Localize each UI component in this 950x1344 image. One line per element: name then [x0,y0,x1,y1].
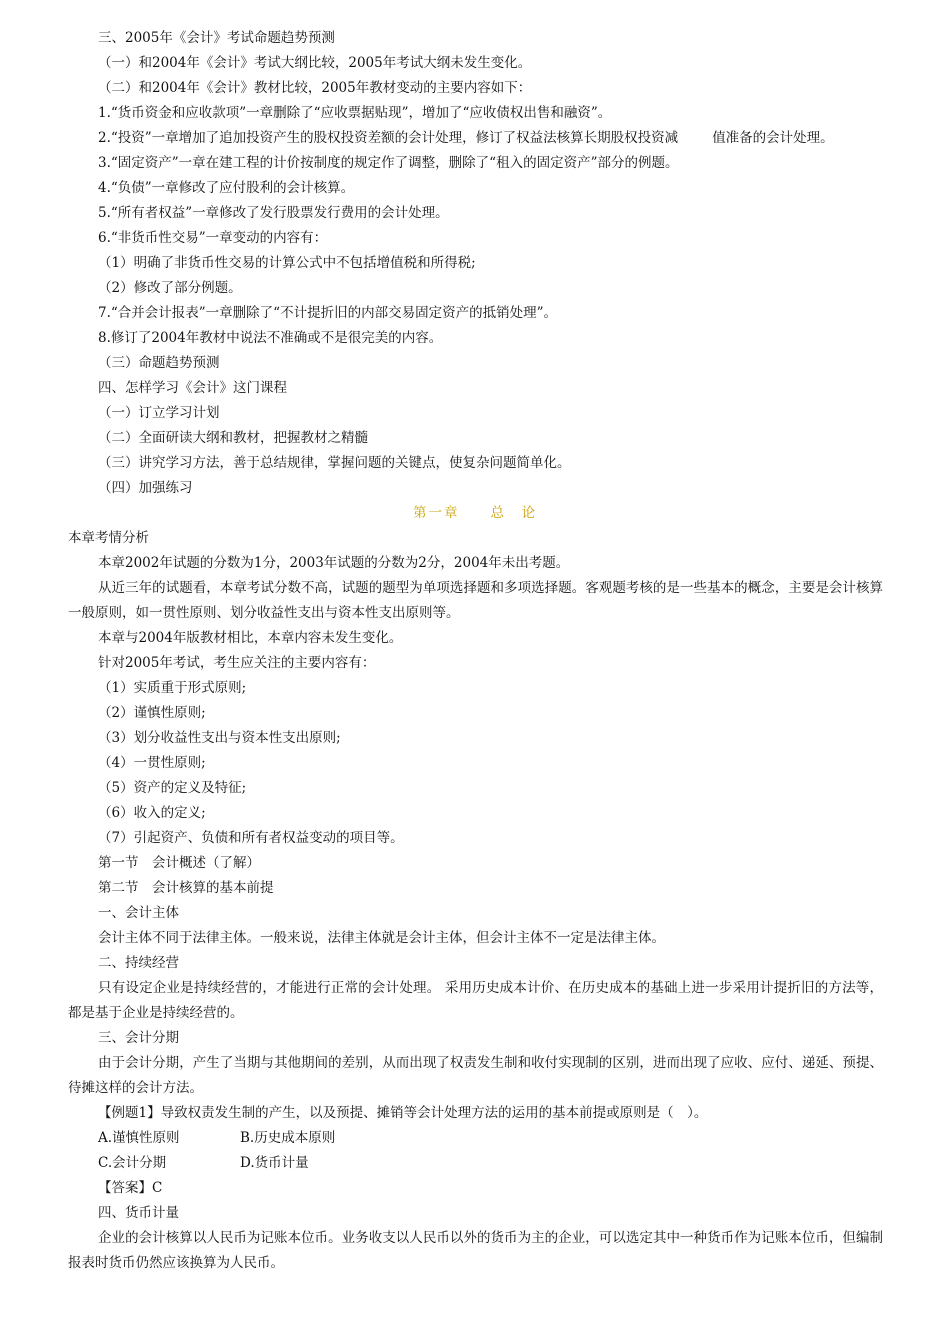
change-item: 7.“合并会计报表”一章删除了“不计提折旧的内部交易固定资产的抵销处理”。 [98,305,557,321]
answer-value: C [152,1180,163,1196]
focus-item: （1）实质重于形式原则; [98,680,247,696]
focus-item: （6）收入的定义; [98,805,206,821]
example-options-row [0,1126,950,1151]
focus-item: （3）划分收益性支出与资本性支出原则; [98,730,341,746]
focus-item: （4）一贯性原则; [98,755,206,771]
change-item: 5.“所有者权益”一章修改了发行股票发行费用的会计处理。 [98,205,449,221]
outline-item: （四）加强练习 [98,480,193,496]
outline-item: （三）命题趋势预测 [98,355,220,371]
section-heading: 第二节 会计核算的基本前提 [98,880,274,896]
subsection-heading: 四、货币计量 [98,1205,179,1221]
analysis-heading: 本章考情分析 [68,530,149,546]
change-item: 6.“非货币性交易”一章变动的内容有： [98,230,328,246]
focus-item: （5）资产的定义及特征; [98,780,247,796]
example-options-row [0,1151,950,1176]
option-a: A.谨慎性原则 [98,1130,180,1146]
body-paragraph: 由于会计分期，产生了当期与其他期间的差别，从而出现了权责发生制和收付实现制的区别，进而出现了应收、应付、递延、预提、待摊这样的会计方法。 [68,1055,883,1096]
subsection-heading: 二、持续经营 [98,955,179,971]
example-text: 导致权责发生制的产生，以及预提、摊销等会计处理方法的运用的基本前提或原则是（ ）。 [160,1105,708,1121]
analysis-paragraph: 从近三年的试题看，本章考试分数不高，试题的题型为单项选择题和多项选择题。客观题考核的是一些基本的概念，主要是会计核算一般原则，如一贯性原则、划分收益性支出与资本性支出原则等。 [68,580,883,621]
outline-item: （三）讲究学习方法，善于总结规律，掌握问题的关键点，使复杂问题简单化。 [98,455,571,471]
chapter-title [0,501,950,526]
analysis-paragraph: 针对2005年考试，考生应关注的主要内容有： [98,655,376,671]
example-label: 【例题1】 [98,1105,161,1121]
analysis-paragraph: 本章与2004年版教材相比，本章内容未发生变化。 [98,630,403,646]
body-paragraph: 企业的会计核算以人民币为记账本位币。业务收支以人民币以外的货币为主的企业，可以选定其中一种货币作为记账本位币，但编制报表时货币仍然应该换算为人民币。 [68,1230,883,1271]
outline-item: （二）全面研读大纲和教材，把握教材之精髓 [98,430,368,446]
change-item: 1.“货币资金和应收款项”一章删除了“应收票据贴现”，增加了“应收债权出售和融资”。 [98,105,612,121]
document-page [0,26,950,1276]
outline-item: （一）订立学习计划 [98,405,220,421]
subsection-heading: 一、会计主体 [98,905,179,921]
section-heading: 第一节 会计概述（了解） [98,855,260,871]
answer-label: 【答案】 [98,1180,152,1196]
change-item: 3.“固定资产”一章在建工程的计价按制度的规定作了调整，删除了“租入的固定资产”部分的例题。 [98,155,679,171]
outline-item: （一）和2004年《会计》考试大纲比较，2005年考试大纲未发生变化。 [98,55,532,71]
chapter-number: 第一章 [413,505,460,521]
subsection-heading: 三、会计分期 [98,1030,179,1046]
focus-item: （2）谨慎性原则; [98,705,206,721]
option-d: D.货币计量 [240,1155,309,1171]
example-answer [0,1176,950,1201]
chapter-name: 总 论 [490,505,537,521]
change-item [0,126,950,151]
outline-item: （二）和2004年《会计》教材比较，2005年教材变动的主要内容如下： [98,80,532,96]
analysis-paragraph: 本章2002年试题的分数为1分，2003年试题的分数为2分，2004年未出考题。 [98,555,570,571]
change-item: 4.“负债”一章修改了应付股利的会计核算。 [98,180,355,196]
heading-2005-forecast: 三、2005年《会计》考试命题趋势预测 [98,30,335,46]
change-item-text: 2.“投资”一章增加了追加投资产生的股权投资差额的会计处理，修订了权益法核算长期股权投资减 [98,130,679,146]
sub-item: （2）修改了部分例题。 [98,280,242,296]
heading-how-to-study: 四、怎样学习《会计》这门课程 [98,380,287,396]
option-b: B.历史成本原则 [240,1130,336,1146]
sub-item: （1）明确了非货币性交易的计算公式中不包括增值税和所得税; [98,255,476,271]
focus-item: （7）引起资产、负债和所有者权益变动的项目等。 [98,830,404,846]
body-paragraph: 只有设定企业是持续经营的，才能进行正常的会计处理。 采用历史成本计价、在历史成本的基础上进一步采用计提折旧的方法等，都是基于企业是持续经营的。 [68,980,883,1021]
example-question [0,1101,950,1126]
change-item: 8.修订了2004年教材中说法不准确或不是很完美的内容。 [98,330,443,346]
option-c: C.会计分期 [98,1155,167,1171]
change-item-text-cont: 值准备的会计处理。 [712,130,834,146]
body-paragraph: 会计主体不同于法律主体。一般来说，法律主体就是会计主体，但会计主体不一定是法律主体。 [98,930,665,946]
